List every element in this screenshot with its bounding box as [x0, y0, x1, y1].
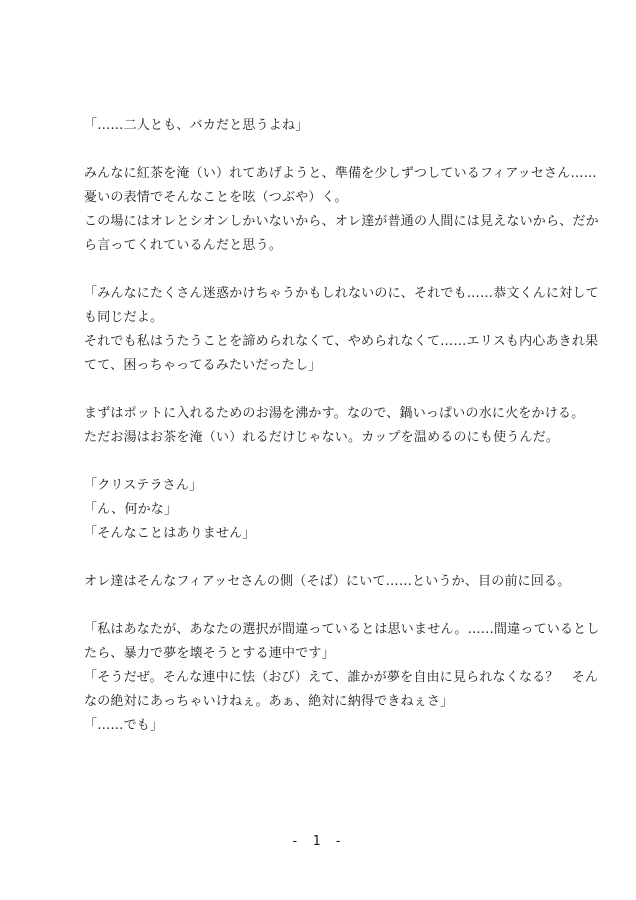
text-line: まずはポットに入れるためのお湯を沸かす。なので、鍋いっぱいの水に火をかける。	[84, 406, 585, 421]
text-line: ただお湯はお茶を淹（い）れるだけじゃない。カップを温めるのにも使うんだ。	[84, 430, 560, 445]
text-line: みんなに紅茶を淹（い）れてあげようと、準備を少しずつしているフィアッセさん……	[84, 166, 597, 181]
text-line: 「……二人とも、バカだと思うよね」	[84, 118, 309, 133]
text-line: 「そんなことはありません」	[84, 526, 256, 541]
text-line: なの絶対にあっちゃいけねぇ。あぁ、絶対に納得できねぇさ」	[84, 694, 454, 709]
blank-line	[84, 546, 556, 570]
text-line: 「……でも」	[84, 718, 164, 733]
body-text	[84, 114, 600, 738]
blank-line	[84, 594, 556, 618]
text-line: この場にはオレとシオンしかいないから、オレ達が普通の人間には見えないから、だか	[84, 214, 599, 229]
text-line: たら、暴力で夢を壊そうとする連中です」	[84, 646, 335, 661]
text-line: それでも私はうたうことを諦められなくて、やめられなくて……エリスも内心あきれ果	[84, 334, 599, 349]
blank-line	[84, 258, 556, 282]
text-line: も同じだよ。	[84, 310, 164, 325]
blank-line	[84, 378, 556, 402]
blank-line	[84, 450, 556, 474]
blank-line	[84, 138, 556, 162]
text-line: 「みんなにたくさん迷惑かけちゃうかもしれないのに、それでも……恭文くんに対して	[84, 286, 599, 301]
text-line: 「クリステラさん」	[84, 478, 203, 493]
text-line: 「そうだぜ。そんな連中に怯（おび）えて、誰かが夢を自由に見られなくなる？ そん	[84, 670, 599, 685]
text-line: ら言ってくれているんだと思う。	[84, 238, 283, 253]
text-line: オレ達はそんなフィアッセさんの側（そば）にいて……というか、目の前に回る。	[84, 574, 571, 589]
page-number: - 1 -	[290, 834, 346, 849]
text-line: てて、困っちゃってるみたいだったし」	[84, 358, 322, 373]
text-line: 「ん、何かな」	[84, 502, 178, 517]
text-line: 「私はあなたが、あなたの選択が間違っているとは思いません。……間違っているとし	[84, 622, 600, 637]
text-line: 憂いの表情でそんなことを呟（つぶや）く。	[84, 190, 348, 205]
